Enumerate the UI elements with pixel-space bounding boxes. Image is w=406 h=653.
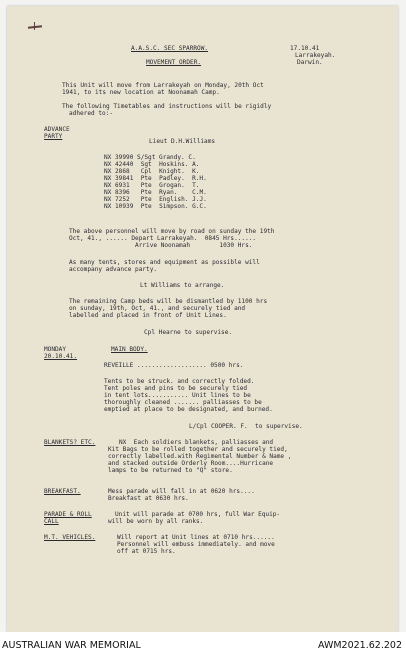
vehicles-line-3: off at 0715 hrs. bbox=[117, 548, 176, 555]
intro-line-3: The following Timetables and instructions will be rigidly bbox=[62, 103, 272, 110]
personnel-row: NX 39841 Pte Padley. R.H. bbox=[104, 175, 207, 182]
place-darwin: Darwin. bbox=[297, 59, 323, 66]
hearne-supervise: Cpl Hearne to supervise. bbox=[144, 329, 233, 336]
blankets-line-4: and stacked outside Orderly Room....Hurricane bbox=[108, 460, 274, 467]
blankets-label: BLANKETS? ETC. bbox=[44, 439, 96, 446]
footer-catalogue-id: AWM2021.62.202 bbox=[317, 640, 402, 651]
intro-line-4: adhered to:- bbox=[69, 110, 114, 117]
blankets-line-5: lamps to be returned to "Q" store. bbox=[108, 467, 233, 474]
strike-line-2: Tent poles and pins to be securely tied bbox=[104, 385, 248, 392]
vehicles-line-1: Will report at Unit lines at 0710 hrs...... bbox=[117, 534, 275, 541]
tents-line-2: accompany advance party. bbox=[69, 266, 158, 273]
strike-line-4: thoroughly cleaned ....... palliasses to be bbox=[104, 399, 262, 406]
place-larrakeyah: Larrakeyah. bbox=[295, 52, 336, 59]
personnel-row: NX 6931 Pte Grogan. T. bbox=[104, 182, 200, 189]
blankets-line-3: correctly labelled.with Regimental Number & Name , bbox=[108, 453, 292, 460]
move-line-2: Oct, 41., ...... Depart Larrakeyah. 0845 Hrs...... bbox=[69, 235, 257, 242]
parade-line-2: will be worn by all ranks. bbox=[108, 518, 204, 525]
personnel-row: NX 10939 Pte Simpson. G.C. bbox=[104, 203, 207, 210]
intro-line-2: 1941, to its new location at Noonamah Camp. bbox=[62, 89, 220, 96]
beds-line-1: The remaining Camp beds will be dismantled by 1100 hrs bbox=[69, 298, 268, 305]
personnel-row: NX 7252 Pte English. J.J. bbox=[104, 196, 207, 203]
strike-line-5: emptied at place to be designated, and burned. bbox=[104, 406, 273, 413]
advance-label: ADVANCE bbox=[44, 126, 70, 133]
tents-line-1: As many tents, stores and equipment as possible will bbox=[69, 259, 260, 266]
order-date: 17.10.41 bbox=[290, 45, 320, 52]
breakfast-line-1: Mess parade will fall in at 0620 hrs.... bbox=[108, 488, 255, 495]
vehicles-label: M.T. VEHICLES. bbox=[44, 534, 96, 541]
breakfast-line-2: Breakfast at 0630 hrs. bbox=[108, 495, 189, 502]
parade-label: PARADE & ROLL bbox=[44, 511, 92, 518]
party-label: PARTY bbox=[44, 133, 63, 140]
beds-line-3: labelled and placed in front of Unit Lines. bbox=[69, 312, 227, 319]
monday-date: 20.10.41. bbox=[44, 353, 78, 360]
advance-officer: Lieut D.H.Williams bbox=[149, 138, 216, 145]
vehicles-line-2: Personnel will embuss immediately. and move bbox=[117, 541, 275, 548]
document-title: MOVEMENT ORDER. bbox=[146, 59, 202, 66]
strike-line-1: Tents to be struck. and correctly folded. bbox=[104, 378, 255, 385]
monday-label: MONDAY bbox=[44, 346, 67, 353]
unit-heading: A.A.S.C. SEC SPARROW. bbox=[131, 45, 209, 52]
parade-line-1: Unit will parade at 0700 hrs, full War Equip- bbox=[115, 511, 281, 518]
footer-source: AUSTRALIAN WAR MEMORIAL bbox=[2, 640, 141, 651]
blankets-line-1: NX Each soldiers blankets, palliasses and bbox=[119, 439, 274, 446]
intro-line-1: This Unit will move from Larrakeyah on Monday, 20th Oct bbox=[62, 82, 264, 89]
main-body-title: MAIN BODY. bbox=[111, 346, 148, 353]
personnel-row: NX 8396 Pte Ryan. C.M. bbox=[104, 189, 207, 196]
strike-line-3: in tent lots........... Unit lines to be bbox=[104, 392, 251, 399]
breakfast-label: BREAKFAST. bbox=[44, 488, 81, 495]
blankets-line-2: Kit Bags to be rolled together and securely tied, bbox=[108, 446, 288, 453]
personnel-row: NX 39990 S/Sgt Grandy. C. bbox=[104, 154, 196, 161]
reveille-line: REVEILLE ................... 0500 hrs. bbox=[104, 362, 244, 369]
personnel-row: NX 42440 Sgt Hoskins. A. bbox=[104, 161, 200, 168]
call-label: CALL bbox=[44, 518, 59, 525]
move-line-1: The above personnel will move by road on sunday the 19th bbox=[69, 228, 275, 235]
personnel-row: NX 2868 Cpl Knight. K. bbox=[104, 168, 200, 175]
arrange-line: Lt Williams to arrange. bbox=[140, 282, 225, 289]
cooper-supervise: L/Cpl COOPER. F. to supervise. bbox=[189, 423, 303, 430]
pencil-tick-icon bbox=[34, 22, 35, 30]
move-line-3: Arrive Noonamah 1030 Hrs. bbox=[69, 242, 253, 249]
beds-line-2: on sunday, 19th, Oct, 41., and securely tied and bbox=[69, 305, 246, 312]
